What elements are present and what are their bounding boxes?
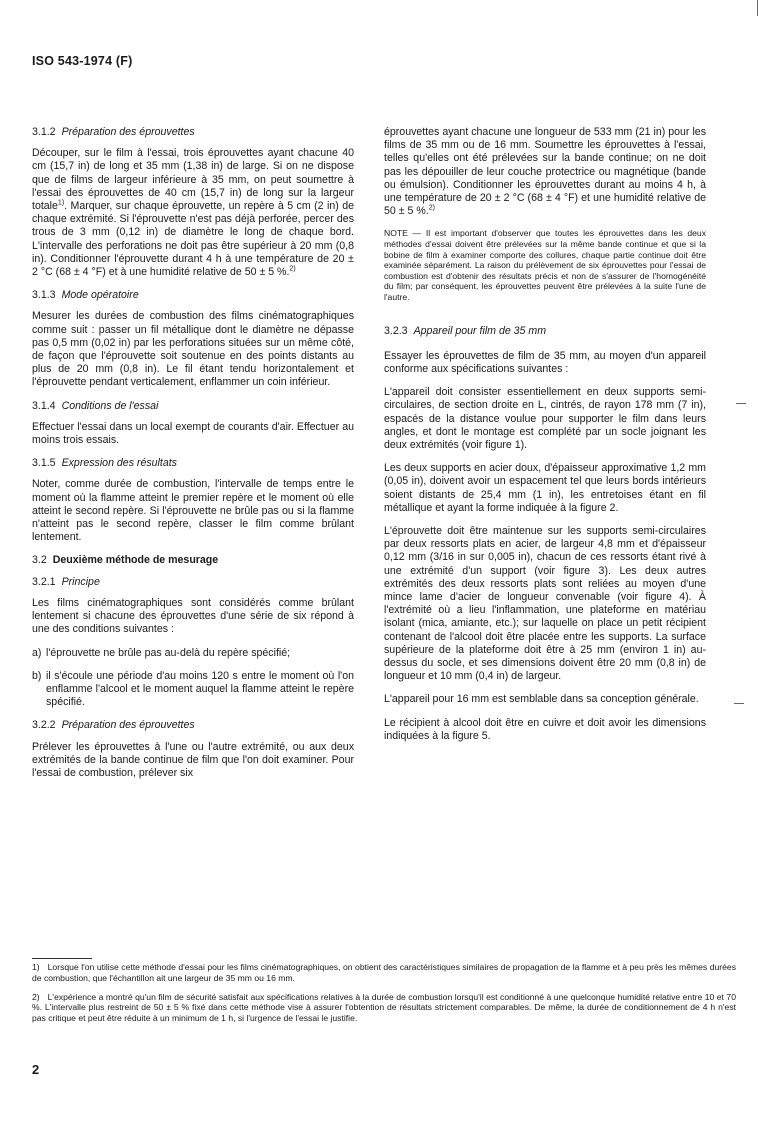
list-label: b) — [32, 669, 42, 682]
section-title: Préparation des éprouvettes — [61, 719, 195, 732]
scan-mark-margin-2 — [734, 703, 744, 704]
spacer — [384, 313, 706, 325]
footnote-ref: 1) — [57, 199, 65, 207]
note-block: NOTE — Il est important d'observer que toutes les éprouvettes dans les deux méthodes d'essai doivent être prélevées sur la même bande continue et que si la bobine de film à examiner comporte des collures, chaque partie continue doit être examinée séparément. La raison du prélèvement de six éprouvettes pour l'essai de combustion est d'obtenir des résultats précis et non de s'assurer de l'homogénéité du film; par conséquent, les éprouvettes peuvent être prélevées à la suite l'une de l'autre. — [384, 228, 706, 302]
section-number: 3.2 — [32, 554, 47, 567]
section-number: 3.2.3 — [384, 324, 408, 337]
footnote-number: 2) — [32, 991, 40, 1002]
section-title: Conditions de l'essai — [61, 399, 159, 412]
section-body-3-2-1: Les films cinématographiques sont considérés comme brûlant lentement si chacune des éprouvettes d'une série de six répond à une des conditions suivantes : — [32, 596, 354, 636]
right-column — [384, 126, 706, 753]
section-title: Appareil pour film de 35 mm — [413, 324, 547, 337]
section-body-3-1-3: Mesurer les durées de combustion des films cinématographiques comme suit : passer un fil métallique dont le diamètre ne dépasse pas 0,5 mm (0,02 in) par les perforations situées sur un même côté, de façon que l'éprouvette soit soutenue en des points distants au plus de 20 mm (0,8 in). Le fil étant tendu horizontalement et l'éprouvette pendant verticalement, enflammer un coin inférieur. — [32, 310, 354, 389]
section-heading-3-1-4 — [32, 400, 354, 413]
section-heading-3-2-2 — [32, 719, 354, 732]
section-number: 3.1.4 — [32, 399, 56, 412]
list-text: il s'écoule une période d'au moins 120 s entre le moment où l'on enflamme l'alcool et le moment auquel la flamme atteint le repère spécifié. — [46, 669, 354, 709]
scan-mark-top-right — [757, 0, 758, 16]
footnotes — [32, 962, 736, 1032]
left-column — [32, 126, 354, 790]
footnote-ref: 2) — [428, 204, 435, 212]
section-title: Deuxième méthode de mesurage — [52, 554, 219, 567]
paragraph-3-2-3-4: L'éprouvette doit être maintenue sur les supports semi-circulaires par deux ressorts plats en acier, de largeur 4,8 mm et d'épaisseur 0,12 mm (3/16 in sur 0,005 in), chacun de ces ressorts étant rivé à une extrémité d'un support (voir figure 3). Les deux autres extrémités des deux ressorts plats sont reliées au moyen d'une mince lame d'acier de longueur convenable (voir figure 4). À l'extrémité où a lieu l'inflammation, une plateforme en matériau isolant (mica, amiante, etc.); sur laquelle on place un petit récipient contenant de l'alcool doit être placée entre les supports. La surface supérieure de la plateforme doit être à 25 mm (environ 1 in) au-dessus du socle, et ses dimensions doivent être 20 mm (0,8 in) de longueur et 10 mm (0,4 in) de largeur. — [384, 525, 706, 683]
footnote-text: L'expérience a montré qu'un film de sécurité satisfait aux spécifications relatives à la durée de combustion lorsqu'il est conditionné à une quelconque humidité relative entre 10 et 70 %. L'intervalle plus restreint de 50 ± 5 % fixé dans cette méthode vise à assurer l'obtention de résultats strictement comparables. De même, la durée de conditionnement de 4 h n'est pas critique et peut être réduite à un minimum de 1 h, si l'urgence de l'essai le justifie. — [32, 991, 736, 1024]
section-number: 3.2.1 — [32, 575, 56, 588]
paragraph-3-2-3-5: L'appareil pour 16 mm est semblable dans sa conception générale. — [384, 693, 699, 706]
section-heading-3-1-5 — [32, 457, 354, 470]
section-number: 3.1.2 — [32, 126, 56, 138]
list-text: l'éprouvette ne brûle pas au-delà du repère spécifié; — [46, 646, 291, 659]
body-text: éprouvettes ayant chacune une longueur de 533 mm (21 in) pour les films de 35 mm ou de 16 mm. Soumettre les éprouvettes à l'essai, telles qu'elles ont été prélevées sur la bande continue; on ne doit pas les dépouiller de leur couche protectrice ou magnétique (bande ou émulsion). Conditionner les éprouvettes durant au moins 4 h, à une température de 20 ± 2 °C (68 ± 4 °F) et une humidité relative de 50 ± 5 %. — [384, 126, 706, 218]
section-title: Mode opératoire — [61, 289, 139, 302]
section-number: 3.1.5 — [32, 457, 56, 470]
section-title: Préparation des éprouvettes — [61, 126, 195, 138]
section-body-3-1-5: Noter, comme durée de combustion, l'intervalle de temps entre le moment où la flamme atteint le premier repère et le moment où elle atteint le second repère. Si l'éprouvette ne brûle pas ou si la flamme n'atteint pas le second repère, classer le film comme brûlant lentement. — [32, 478, 354, 544]
section-body-3-1-2 — [32, 147, 354, 279]
section-title: Principe — [61, 575, 100, 588]
section-body-3-2-2-cont — [384, 126, 706, 218]
section-body-3-1-4: Effectuer l'essai dans un local exempt de courants d'air. Effectuer au moins trois essais. — [32, 420, 354, 447]
paragraph-3-2-3-1: Essayer les éprouvettes de film de 35 mm, au moyen d'un appareil conforme aux spécifications suivantes : — [384, 349, 706, 375]
list-label: a) — [32, 646, 42, 659]
section-heading-3-2-1 — [32, 576, 354, 589]
section-heading-3-1-3 — [32, 289, 354, 302]
paragraph-3-2-3-2: L'appareil doit consister essentiellement en deux supports semi-circulaires, de section droite en L, cintrés, de rayon 178 mm (7 in), espacés de la distance voulue pour supporter le film dans leurs angles, et dont le montage est complété par un socle joignant les deux extrémités (voir figure 1). — [384, 386, 706, 451]
section-title: Expression des résultats — [61, 457, 177, 470]
section-heading-3-2 — [32, 554, 354, 567]
section-body-3-2-2: Prélever les éprouvettes à l'une ou l'autre extrémité, ou aux deux extrémités de la bande continue de film que l'on doit examiner. Pour l'essai de combustion, prélever six — [32, 740, 354, 779]
footnote-divider — [32, 958, 92, 959]
paragraph-3-2-3-3: Les deux supports en acier doux, d'épaisseur approximative 1,2 mm (0,05 in), doivent avoir un espacement tel que leurs bords intérieurs soient distants de 25,4 mm (1 in), les entretoises étant en fil métallique et ayant la forme indiquée à la figure 2. — [384, 462, 706, 514]
footnote-number: 1) — [32, 962, 40, 972]
footnote-ref: 2) — [289, 265, 296, 273]
list-item-a — [32, 647, 354, 660]
scan-mark-margin-1 — [736, 403, 746, 404]
page-number: 2 — [32, 1062, 40, 1077]
footnote-1 — [32, 962, 736, 984]
body-text-cont: . Marquer, sur chaque éprouvette, un repère à 5 cm (2 in) de chaque extrémité. Si l'éprouvette n'est pas déjà perforée, percer des trous de 3 mm (0,12 in) de diamètre le long de chaque bord. L'intervalle des perforations ne doit pas être supérieur à 20 mm (0,8 in). Conditionner l'éprouvette durant 4 h à une température de 20 ± 2 °C (68 ± 4 °F) et à une humidité relative de 50 ± 5 %. — [32, 200, 354, 279]
list-item-b — [32, 670, 354, 710]
footnote-text: Lorsque l'on utilise cette méthode d'essai pour les films cinématographiques, on obtient des caractéristiques similaires de propagation de la flamme et à peu près les mêmes durées de combustion, que l'échantillon ait une largeur de 35 mm ou 16 mm. — [32, 962, 736, 983]
section-heading-3-2-3 — [384, 325, 706, 338]
body-text: Découper, sur le film à l'essai, trois éprouvettes ayant chacune 40 cm (15,7 in) de long et 35 mm (1,38 in) de large. Si on ne dispose que de films de largeur inférieure à 35 mm, on peut soumettre à l'essai des éprouvettes de 40 cm (15,7 in) de long sur la largeur totale — [32, 147, 354, 213]
paragraph-3-2-3-6: Le récipient à alcool doit être en cuivre et doit avoir les dimensions indiquées à la figure 5. — [384, 716, 706, 742]
document-header: ISO 543-1974 (F) — [32, 54, 133, 68]
footnote-2 — [32, 992, 736, 1024]
section-number: 3.1.3 — [32, 289, 56, 302]
section-heading-3-1-2 — [32, 126, 354, 139]
section-number: 3.2.2 — [32, 719, 56, 732]
